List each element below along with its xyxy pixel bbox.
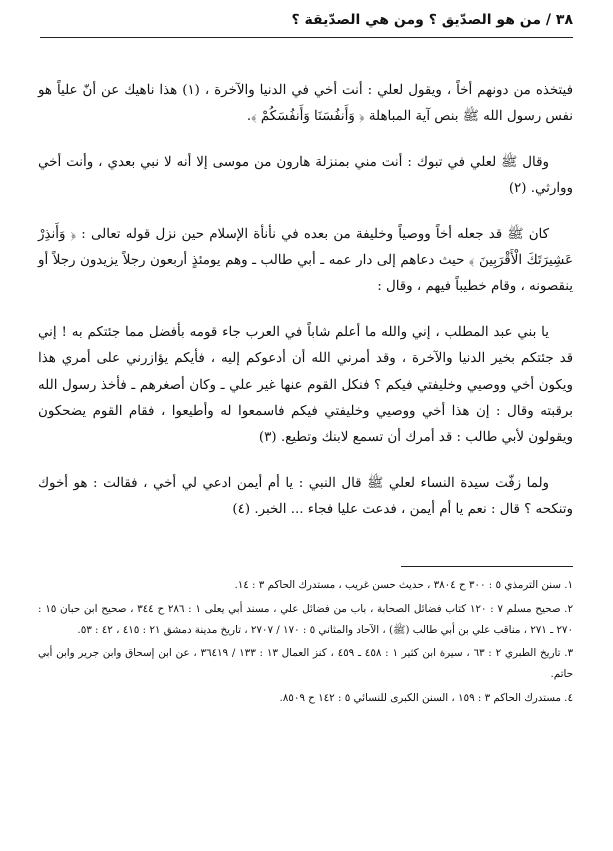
footnote: ٤. مستدرك الحاكم ٣ : ١٥٩ ، السنن الكبرى للنسائي ٥ : ١٤٢ ح ٨٥٠٩. xyxy=(279,691,573,704)
page-body xyxy=(38,78,573,524)
paragraph-spacer xyxy=(38,301,573,320)
footnote: ٣. تاريخ الطبري ٢ : ٦٣ ، سيرة ابن كثير ١ : ٤٥٨ ـ ٤٥٩ ، كنز العمال ١٣ : ١٣٣ / ٣٦٤١٩ ، عن ابن إسحاق وابن جرير وابن أبي حاتم. xyxy=(38,647,574,681)
page-header: ٣٨ / من هو الصدّيق ؟ ومن هي الصدّيقة ؟ xyxy=(291,12,573,28)
paragraph: يا بني عبد المطلب ، إني والله ما أعلم شاباً في العرب جاء قومه بأفضل مما جئتكم به ! إني قد جئتكم بخير الدنيا والآخرة ، وقد أمرني الله أن أدعوكم إليه ، فأيكم يؤازرني على أمري هذا ويكون أخي ووصيي وخليفتي فيكم ؟ فنكل القوم عنها غير علي ـ وكان أصغرهم ـ فأخذ رسول الله برقبته وقال : إن هذا أخي ووصيي وخليفتي فيكم فاسمعوا له وأطيعوا ، فقام القوم يضحكون ويقولون لأبي طالب : قد أمرك أن تسمع لابنك وتطيع. (٣) xyxy=(38,324,573,446)
paragraph: وقال ﷺ لعلي في تبوك : أنت مني بمنزلة هارون من موسى إلا أنه لا نبي بعدي ، وأنت أخي ووارثي. (٢) xyxy=(38,154,573,197)
paragraph-spacer xyxy=(38,203,573,222)
paragraph: كان ﷺ قد جعله أخاً ووصياً وخليفة من بعده في نأنأة الإسلام حين نزل قوله تعالى : ﴿ وَأَنذِرْ عَشِيرَتَكَ الْأَقْرَبِينَ ﴾ حيث دعاهم إلى دار عمه ـ أبي طالب ـ وهم يومئذٍ أربعون رجلاً يزيدون رجلاً أو ينقصونه ، وقام خطيباً فيهم ، وقال : xyxy=(38,226,573,295)
paragraph: ولما زفّت سيدة النساء لعلي ﷺ قال النبي : يا أم أيمن ادعي لي أخي ، فقالت : هو أخوك وتنكحه ؟ قال : نعم يا أم أيمن ، فدعت عليا فجاء ... الخبر. (٤) xyxy=(38,475,573,518)
footnotes xyxy=(38,575,573,709)
paragraph: فيتخذه من دونهم أخاً ، ويقول لعلي : أنت أخي في الدنيا والآخرة ، (١) هذا ناهيك عن أنّ علياً هو نفس رسول الله ﷺ بنص آية المباهلة ﴿ وَأَنفُسَنَا وَأَنفُسَكُمْ ﴾. xyxy=(38,83,573,125)
paragraph-spacer xyxy=(38,131,573,150)
footnote-divider xyxy=(401,566,573,567)
header-divider xyxy=(40,37,573,38)
footnote: ١. سنن الترمذي ٥ : ٣٠٠ ح ٣٨٠٤ ، حديث حسن غريب ، مستدرك الحاكم ٣ : ١٤. xyxy=(234,579,573,591)
paragraph-spacer xyxy=(38,452,573,471)
footnote: ٢. صحيح مسلم ٧ : ١٢٠ كتاب فضائل الصحابة ، باب من فضائل علي ، مسند أبي يعلى ١ : ٢٨٦ ح ٣٤٤ ، صحيح ابن حبان ١٥ : ٢٧٠ ـ ٢٧١ ، مناقب علي بن أبي طالب (ﷺ) ، الآحاد والمثاني ٥ : ١٧٠ / ٢٧٠٧ ، تاريخ مدينة دمشق ٢١ : ٤١٥ ، ٤٢ : ٥٣. xyxy=(38,602,573,636)
